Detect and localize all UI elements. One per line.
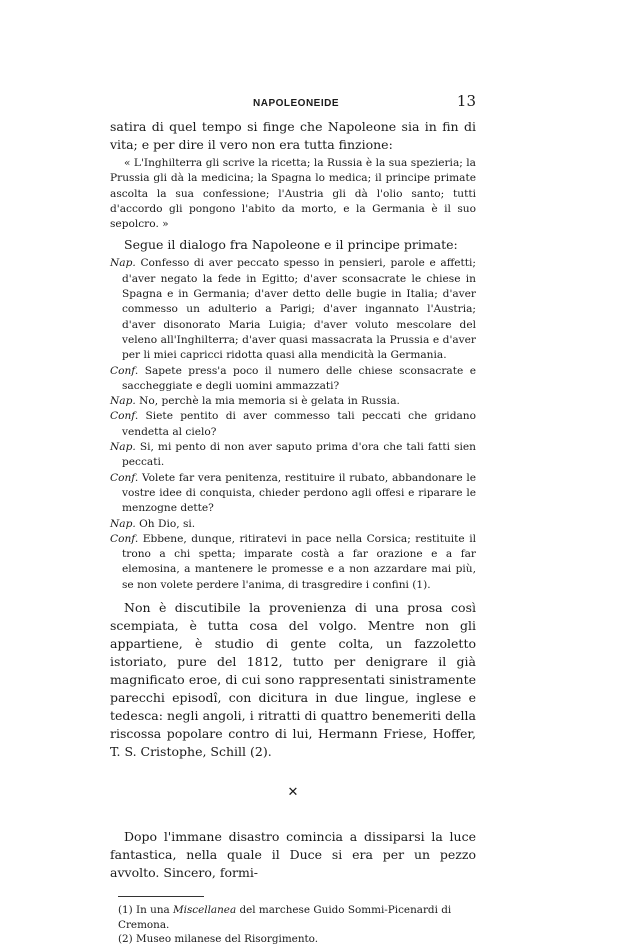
quoted-satire: « L'Inghilterra gli scrive la ricetta; la Russia è la sua spezieria; la Prussia gli dà la medicina; la Spagna lo medica; il principe primate ascolta la sua confessione; l'Austria gli dà l'olio santo; tutti d'accordo gli pongono l'abito da morto, e la Germania è il suo sepolcro. » xyxy=(110,157,476,231)
footnote-1 xyxy=(118,903,476,932)
speech: Si, mi pento di non aver saputo prima d'ora che tali fatti sien peccati. xyxy=(122,441,476,469)
dialogue-turn xyxy=(110,409,476,440)
speaker: Conf. xyxy=(110,471,139,484)
speech: Confesso di aver peccato spesso in pensieri, parole e affetti; d'aver negato la fede in Egitto; d'aver sconsacrate le chiese in Spagna e in Germania; d'aver detto delle bugie in Italia; d'aver commesso un adulterio a Parigi; d'aver ingannato l'Austria; d'aver disonorato Maria Luigia; d'aver voluto mescolare del veleno all'Inghilterra; d'aver quasi massacrata la Prussia e d'aver per li miei capricci ridotta quasi alla mendicità la Germania. xyxy=(122,257,477,362)
running-title: NAPOLEONEIDE xyxy=(253,98,340,109)
paragraph-4: Dopo l'immane disastro comincia a dissiparsi la luce fantastica, nella quale il Duce si era per un pezzo avvolto. Sincero, formi- xyxy=(110,829,476,881)
dialogue-turn xyxy=(110,394,476,409)
speaker: Nap. xyxy=(110,257,136,270)
paragraph-2: Segue il dialogo fra Napoleone e il principe primate: xyxy=(124,237,458,253)
speech: Volete far vera penitenza, restituire il rubato, abbandonare le vostre idee di conquista, chieder perdono agli offesi e riparare le menzogne dette? xyxy=(122,471,476,515)
paragraph-3: Non è discutibile la provenienza di una prosa così scempiata, è tutta cosa del volgo. Mentre non gli appartiene, è studio di gente colta, un fazzoletto istoriato, pure del 1812, tutto per denigrare il già magnificato eroe, di cui sono rappresentati sinistramente parecchi episodî, con dicitura in due lingue, inglese e tedesca: negli angoli, i ritratti di quattro benemeriti della riscossa popolare contro di lui, Hermann Friese, Hoffer, T. S. Cristophe, Schill (2). xyxy=(110,600,476,760)
footnote-text: (2) Museo milanese del Risorgimento. xyxy=(118,933,319,946)
speech: No, perchè la mia memoria si è gelata in Russia. xyxy=(139,395,400,408)
page-text xyxy=(110,118,476,947)
footnote-title: Miscellanea xyxy=(173,904,237,917)
speaker: Conf. xyxy=(110,364,139,377)
dialogue-turn xyxy=(110,440,476,471)
footnote-text: (1) In una xyxy=(118,904,174,917)
dialogue-turn xyxy=(110,256,476,363)
dialogue-turn xyxy=(110,532,476,593)
footnote-text: del marchese Guido Sommi-Picenardi di Cremona. xyxy=(118,904,452,931)
dialogue-turn xyxy=(110,364,476,395)
speaker: Conf. xyxy=(110,410,139,423)
dialogue-turn xyxy=(110,517,476,532)
speaker: Conf. xyxy=(110,532,139,545)
running-head xyxy=(0,92,617,114)
speaker: Nap. xyxy=(110,441,136,454)
speaker: Nap. xyxy=(110,517,136,530)
speaker: Nap. xyxy=(110,395,136,408)
speech: Oh Dio, si. xyxy=(139,517,196,530)
speech: Ebbene, dunque, ritiratevi in pace nella Corsica; restituite il trono a chi spetta; imparate costà a far orazione e a far elemosina, a mantenere le promesse e a non azzardare mai più, se non volete perdere l'anima, di trasgredire i confini (1). xyxy=(122,532,476,591)
paragraph-1: satira di quel tempo si finge che Napoleone sia in fin di vita; e per dire il vero non era tutta finzione: xyxy=(110,119,476,152)
speech: Siete pentito di aver commesso tali peccati che gridano vendetta al cielo? xyxy=(122,410,476,438)
footnote-2 xyxy=(118,932,476,947)
dialogue xyxy=(110,256,476,593)
footnote-rule xyxy=(118,896,204,897)
speech: Sapete press'a poco il numero delle chiese sconsacrate e saccheggiate e degli uomini ammazzati? xyxy=(122,364,476,392)
dialogue-turn xyxy=(110,471,476,517)
page-number: 13 xyxy=(456,92,476,110)
section-separator: ✕ xyxy=(287,785,299,801)
